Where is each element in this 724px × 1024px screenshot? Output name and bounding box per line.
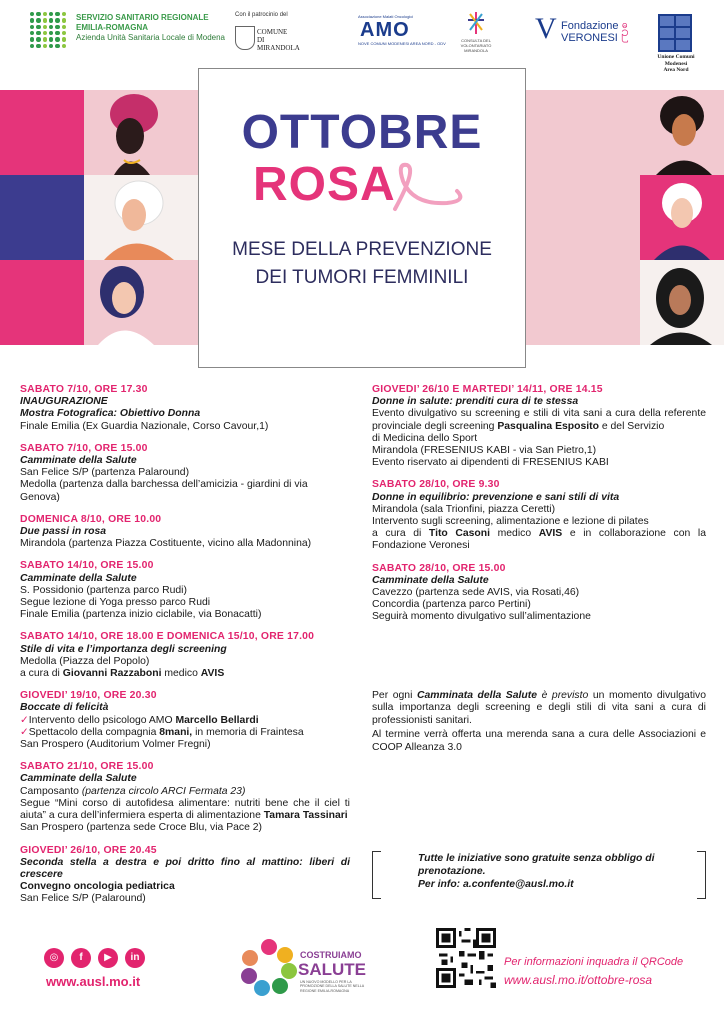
left-tile-1: [0, 90, 84, 175]
event-title: Camminate della Salute: [372, 574, 489, 586]
event-date: SABATO 7/10, ORE 15.00: [20, 442, 148, 454]
veronesi-v-icon: V: [535, 12, 557, 45]
event-line: Mostra Fotografica: Obiettivo Donna: [20, 408, 201, 420]
subtitle-line1: MESE DELLA PREVENZIONE: [232, 239, 492, 260]
pink-ribbon-icon: [387, 159, 477, 219]
woman-white-hair-illustration: [84, 175, 198, 260]
comune-line2: DI: [257, 36, 265, 44]
ottobre-rosa-link[interactable]: www.ausl.mo.it/ottobre-rosa: [504, 973, 653, 987]
event-item: [372, 384, 706, 469]
info-line2: prenotazione.: [418, 865, 486, 877]
event-line: Segue lezione di Yoga presso parco Rudi: [20, 597, 211, 609]
event-line: Mirandola (FRESENIUS KABI - via San Pietro,1): [372, 445, 597, 457]
event-title: Stile di vita e l’importanza degli screening: [20, 643, 227, 655]
veronesi-line1: Fondazione: [561, 20, 619, 32]
costruiamo-word: COSTRUIAMO: [300, 950, 362, 960]
event-line: Cavezzo (partenza sede AVIS, via Rosati,46): [372, 587, 580, 599]
event-check-line: ✓Spettacolo della compagnia 8mani, in memoria di Fraintesa: [20, 726, 304, 738]
event-title: INAUGURAZIONE: [20, 396, 108, 408]
facebook-icon[interactable]: f: [71, 948, 91, 968]
left-tile-3: [0, 175, 84, 260]
event-item: [372, 479, 706, 552]
amo-top-text: Associazione Malati Oncologici: [358, 14, 414, 19]
social-icons: [44, 948, 148, 970]
event-line: San Prospero (partenza sede Croce Blu, via Pace 2): [20, 822, 262, 834]
consulta-mark-icon: [466, 10, 486, 36]
consulta-volontariato-logo: [456, 10, 496, 54]
avis-label: AVIS: [538, 528, 563, 540]
unione-comuni-logo: [648, 14, 704, 82]
woman-hijab-illustration: [640, 260, 724, 345]
ssr-line3: Azienda Unità Sanitaria Locale di Modena: [76, 33, 225, 42]
event-line: Seguirà momento divulgativo sull’alimentazione: [372, 611, 591, 623]
consulta-text: CONSULTA DEL VOLONTARIATO MIRANDOLA: [460, 38, 492, 53]
event-line: San Prospero (Auditorium Volmer Fregni): [20, 739, 211, 751]
event-date: GIOVEDI’ 19/10, ORE 20.30: [20, 690, 157, 702]
unione-line3: Area Nord: [663, 67, 689, 73]
event-title: Camminate della Salute: [20, 455, 137, 467]
comune-shield-icon: [235, 26, 255, 50]
event-date: DOMENICA 8/10, ORE 10.00: [20, 513, 162, 525]
unione-line2: Modenesi: [664, 60, 688, 67]
event-date: SABATO 14/10, ORE 18.00 E DOMENICA 15/10, ORE 17.00: [20, 631, 315, 643]
left-tile-6: [84, 260, 198, 345]
costruiamo-wheel-icon: [240, 938, 298, 996]
unione-line1: Unione Comuni: [657, 54, 695, 60]
note-paragraph-2: Al termine verrà offerta una merenda sana a cura delle Associazioni e COOP Alleanza 3.0: [372, 729, 706, 753]
salute-word: SALUTE: [298, 960, 366, 979]
linkedin-icon[interactable]: in: [125, 948, 145, 968]
title-ottobre: OTTOBRE: [241, 106, 483, 159]
bracket-right: [697, 851, 706, 899]
qr-instructions: Per informazioni inquadra il QRCode: [504, 956, 684, 968]
info-email-line[interactable]: Per info: a.confente@ausl.mo.it: [418, 878, 574, 890]
event-line: San Felice S/P (partenza Palaround): [20, 467, 190, 479]
event-line: di Medicina dello Sport: [372, 432, 478, 444]
ottobre-rosa-banner: [0, 90, 724, 345]
event-item: [20, 514, 350, 551]
ssr-line1: SERVIZIO SANITARIO REGIONALE: [76, 13, 209, 22]
event-item: [20, 443, 350, 504]
avis-label: AVIS: [200, 668, 225, 680]
event-line: Medolla (partenza dalla barchessa dell’amicizia - giardini di via Genova): [20, 479, 308, 503]
ssr-emilia-romagna-logo: [30, 12, 225, 52]
event-line: Concordia (partenza parco Pertini): [372, 599, 531, 611]
event-item: [372, 563, 706, 624]
right-tile-3: [526, 175, 640, 260]
comune-line1: COMUNE: [257, 28, 288, 36]
doctor-name: Giovanni Razzaboni: [62, 668, 162, 680]
event-line: Mirandola (sala Trionfini, piazza Ceretti): [372, 503, 556, 515]
event-title: Boccate di felicità: [20, 702, 109, 714]
event-line: Medolla (Piazza del Popolo): [20, 655, 150, 667]
event-date: GIOVEDI’ 26/10 E MARTEDI’ 14/11, ORE 14.15: [372, 384, 603, 395]
right-tile-2: [640, 90, 724, 175]
event-item: [20, 560, 350, 621]
unione-crest-icon: [658, 14, 692, 52]
event-line: Finale Emilia (partenza inizio ciclabile, via Bonacatti): [20, 609, 262, 621]
event-date: GIOVEDI’ 26/10, ORE 20.45: [20, 844, 157, 856]
woman-afro-illustration: [640, 90, 724, 175]
woman-short-white-hair-illustration: [640, 175, 724, 260]
amo-logo: [354, 14, 446, 46]
event-title: Donne in salute: prenditi cura di te stessa: [372, 396, 579, 408]
bracket-left: [372, 851, 381, 899]
pink-ribbon-icon: ဦ: [621, 23, 629, 39]
event-line: Intervento sugli screening, alimentazione e lezione di pilates: [372, 516, 649, 528]
ausl-website-link[interactable]: www.ausl.mo.it: [46, 974, 141, 989]
amo-wordmark: AMO: [360, 19, 410, 41]
event-line: San Felice S/P (Palaround): [20, 893, 146, 905]
comune-line3: MIRANDOLA: [257, 44, 300, 52]
events-right-column: [372, 384, 706, 634]
events-left-column: [20, 384, 350, 916]
patrocinio-label: Con il patrocinio del: [235, 12, 288, 18]
event-title: Camminate della Salute: [20, 572, 137, 584]
amo-bottom-text: NOVE COMUNI MODENESI AREA NORD - ODV: [358, 41, 446, 46]
event-item: [20, 384, 350, 433]
event-date: SABATO 21/10, ORE 15.00: [20, 761, 154, 773]
event-item: [20, 761, 350, 834]
info-line1: Tutte le iniziative sono gratuite senza obbligo di: [418, 853, 655, 864]
event-line: Finale Emilia (Ex Guardia Nazionale, Corso Cavour,1): [20, 420, 269, 432]
right-tile-4: [640, 175, 724, 260]
ssr-dots-icon: [30, 12, 66, 48]
event-date: SABATO 28/10, ORE 9.30: [372, 479, 500, 491]
event-title: Camminate della Salute: [20, 773, 137, 785]
fondazione-veronesi-logo: [535, 14, 635, 44]
title-rosa: ROSA: [253, 158, 396, 211]
event-line: S. Possidonio (partenza parco Rudi): [20, 584, 187, 596]
right-tile-5: [526, 260, 640, 345]
patrocinio-mirandola-logo: [235, 12, 315, 52]
woman-turban-illustration: [84, 90, 198, 175]
event-line: Convegno oncologia pediatrica: [20, 881, 175, 893]
costruiamo-tagline: UN NUOVO MODELLO PER LA PROMOZIONE DELLA SALUTE NELLA REGIONE EMILIA-ROMAGNA: [300, 980, 364, 993]
camminata-note: [372, 690, 706, 756]
event-line: Evento divulgativo su screening e stili di vita sani a cura della referente provinciale degli screening Pasqualina Esposito e del Servizio: [372, 408, 706, 432]
left-tile-5: [0, 260, 84, 345]
youtube-icon[interactable]: ▶: [98, 948, 118, 968]
right-tile-1: [526, 90, 640, 175]
left-tile-2: [84, 90, 198, 175]
checkmark-icon: ✓: [20, 714, 29, 726]
doctor-name: Tito Casoni: [428, 528, 491, 540]
right-tile-6: [640, 260, 724, 345]
event-item: [20, 845, 350, 906]
event-date: SABATO 14/10, ORE 15.00: [20, 560, 154, 572]
event-line: Mirandola (partenza Piazza Costituente, vicino alla Madonnina): [20, 538, 312, 550]
event-date: SABATO 7/10, ORE 17.30: [20, 384, 148, 395]
event-date: SABATO 28/10, ORE 15.00: [372, 562, 506, 574]
instagram-icon[interactable]: ◎: [44, 948, 64, 968]
event-check-line: ✓Intervento dello psicologo AMO Marcello Bellardi: [20, 714, 259, 726]
info-box: [372, 849, 706, 899]
left-tile-4: [84, 175, 198, 260]
event-title: Due passi in rosa: [20, 526, 107, 538]
title-card: [198, 68, 526, 368]
qr-code[interactable]: [436, 928, 496, 988]
event-title: Seconda stella a destra e poi dritto fino al mattino: liberi di crescere: [20, 856, 350, 880]
event-curated-line: a cura di Giovanni Razzaboni medico AVIS: [20, 668, 225, 680]
ssr-line2: EMILIA-ROMAGNA: [76, 23, 148, 32]
veronesi-line2: VERONESI: [561, 32, 618, 44]
event-line: Segue “Mini corso di autofidesa alimentare: nutriti bene che il ciel ti aiuta” a cura dell’infermiera esperta di alimentazione Tamara Tassinari: [20, 797, 350, 822]
event-title: Donne in equilibrio: prevenzione e sani stili di vita: [372, 491, 620, 503]
event-item: [20, 690, 350, 751]
event-line: Camposanto (partenza circolo ARCI Fermata 23): [20, 785, 246, 797]
event-item: [20, 631, 350, 680]
note-paragraph-1: Per ogni Camminata della Salute è previsto un momento divulgativo sulla importanza degli screening e degli stili di vita sani a cura di professionisti sanitari.: [372, 690, 706, 726]
woman-dark-hair-illustration: [84, 260, 198, 345]
costruiamo-salute-logo: [240, 938, 370, 996]
checkmark-icon: ✓: [20, 726, 29, 738]
event-line: Evento riservato ai dipendenti di FRESENIUS KABI: [372, 457, 609, 469]
event-curated-line: a cura di Tito Casoni medico AVIS e in collaborazione con la Fondazione Veronesi: [372, 528, 706, 552]
subtitle-line2: DEI TUMORI FEMMINILI: [255, 267, 469, 288]
